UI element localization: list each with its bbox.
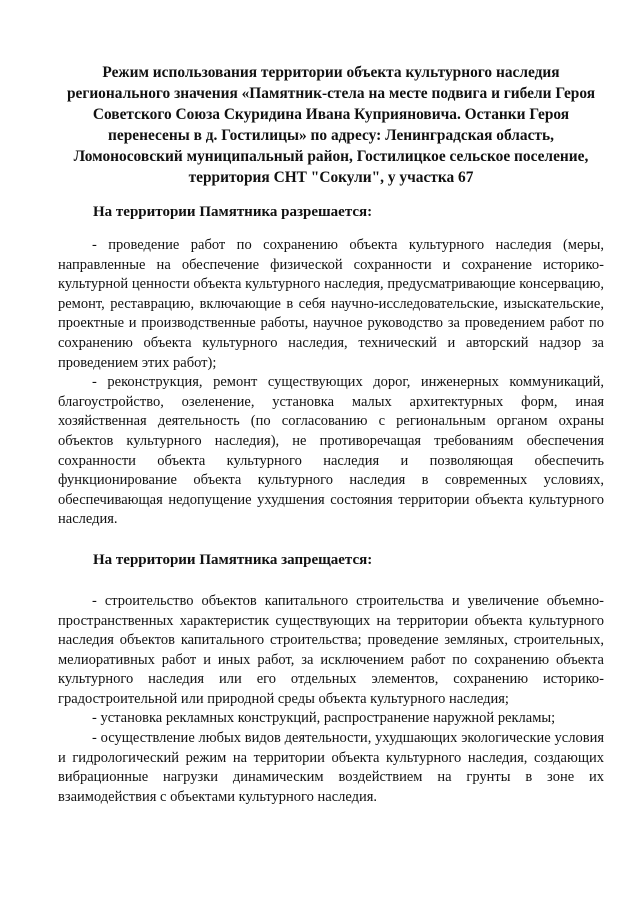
allowed-item: - реконструкция, ремонт существующих дорог, инженерных коммуникаций, благоустройство, озеленение, установка малых архитектурных форм, иная хозяйственная деятельность (по согласованию с региональным органом охраны объектов культурного наследия), не противоречащая требованиям обеспечения сохранности объекта культурного наследия и позволяющая обеспечить функционирование объекта культурного наследия в современных условиях, обеспечивающая недопущение ухудшения состояния территории объекта культурного наследия. — [58, 374, 604, 528]
allowed-item: - проведение работ по сохранению объекта культурного наследия (меры, направленные на обеспечение физической сохранности и сохранение историко-культурной ценности объекта культурного наследия, предусматривающие консервацию, ремонт, реставрацию, включающие в себя научно-исследовательские, изыскательские, проектные и производственные работы, научное руководство за проведением работ по сохранению объекта культурного наследия, технический и авторский надзор за проведением этих работ); — [58, 237, 604, 371]
document-page — [58, 62, 604, 807]
allowed-heading: На территории Памятника разрешается: — [93, 204, 373, 220]
forbidden-item: - осуществление любых видов деятельности, ухудшающих экологические условия и гидрологический режим на территории объекта культурного наследия, создающих вибрационные нагрузки динамическим воздействием на грунты в зоне их взаимодействия с объектами культурного наследия. — [58, 730, 604, 805]
forbidden-item: - установка рекламных конструкций, распространение наружной рекламы; — [92, 710, 556, 727]
allowed-list — [58, 236, 604, 530]
forbidden-item: - строительство объектов капитального строительства и увеличение объемно-пространственных характеристик существующих на территории объекта культурного наследия объектов капитального строительства; проведение земляных, строительных, мелиоративных работ и иных работ, за исключением работ по сохранению объекта культурного наследия или его отдельных элементов, сохранению историко-градостроительной или природной среды объекта культурного наследия; — [58, 592, 604, 707]
forbidden-list — [58, 592, 604, 808]
forbidden-heading: На территории Памятника запрещается: — [93, 551, 373, 568]
document-title: Режим использования территории объекта культурного наследия регионального значения «Памятник-стела на месте подвига и гибели Героя Советского Союза Скуридина Ивана Куприяновича. Останки Героя перенесены в д. Гостилицы» по адресу: Ленинградская область, Ломоносовский муниципальный район, Гостилицкое сельское поселение, территория СНТ "Сокули", у участка 67 — [66, 64, 596, 186]
